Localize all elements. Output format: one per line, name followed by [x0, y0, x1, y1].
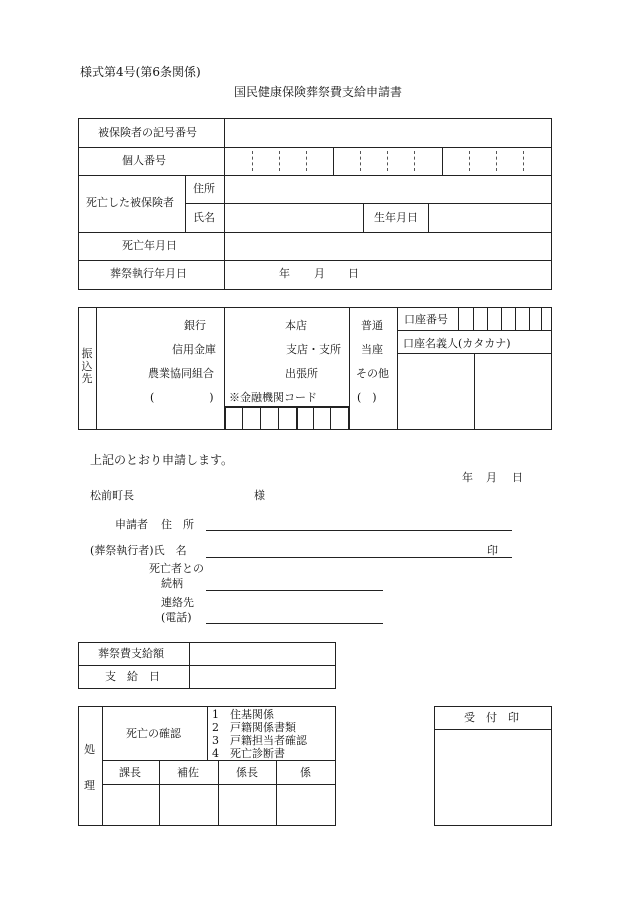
relation-label-line2: 続柄 — [161, 577, 183, 590]
insured-number-label: 被保険者の記号番号 — [98, 126, 197, 139]
processing-side-label-1: 処 — [84, 743, 95, 756]
credit-union-label: 信用金庫 — [172, 343, 216, 356]
applicant-address-line[interactable] — [206, 530, 512, 531]
seal-box-staff[interactable] — [278, 786, 334, 824]
processing-side-label-2: 理 — [84, 779, 95, 792]
birthdate-field[interactable] — [430, 205, 550, 230]
personal-number-label: 個人番号 — [122, 154, 166, 167]
role-section-chief: 課長 — [119, 766, 141, 779]
addressee: 松前町長 — [90, 489, 134, 502]
form-title: 国民健康保険葬祭費支給申請書 — [234, 85, 403, 99]
apply-date-month: 月 — [486, 471, 497, 484]
payment-amount-label: 葬祭費支給額 — [98, 647, 164, 660]
funeral-date-year: 年 — [279, 267, 290, 280]
account-type-normal: 普通 — [361, 319, 383, 332]
deceased-address-field[interactable] — [226, 177, 550, 201]
honorific: 様 — [254, 489, 265, 502]
application-statement: 上記のとおり申請します。 — [90, 453, 234, 467]
apply-date-day: 日 — [512, 471, 523, 484]
check-item-1: 1 住基関係 — [212, 708, 274, 721]
role-assistant: 補佐 — [177, 766, 199, 779]
contact-label: 連絡先 — [161, 596, 194, 609]
form-number: 様式第4号(第6条関係) — [80, 65, 201, 79]
applicant-label: 申請者 — [115, 518, 148, 531]
head-office-label: 本店 — [285, 319, 307, 332]
executor-name-line[interactable] — [206, 557, 512, 558]
account-holder-field-left[interactable] — [399, 355, 472, 428]
account-type-current: 当座 — [361, 343, 383, 356]
phone-label: (電話) — [161, 611, 192, 624]
payment-date-field[interactable] — [191, 667, 334, 687]
institution-paren: ( ) — [150, 391, 214, 404]
deceased-label: 死亡した被保険者 — [86, 196, 174, 209]
transfer-side-label: 振込先 — [81, 347, 93, 386]
applicant-address-label: 住 所 — [161, 518, 194, 531]
branch-label: 支店・支所 — [286, 343, 341, 356]
birthdate-label: 生年月日 — [374, 211, 418, 224]
payment-date-label: 支 給 日 — [105, 670, 160, 683]
seal-mark: 印 — [487, 544, 498, 557]
funeral-date-month: 月 — [314, 267, 325, 280]
address-label: 住所 — [193, 182, 215, 195]
funeral-date-day: 日 — [348, 267, 359, 280]
check-item-4: 4 死亡診断書 — [212, 747, 285, 760]
received-seal-area[interactable] — [436, 731, 550, 824]
account-type-paren: ( ) — [357, 391, 377, 404]
executor-name-label: (葬祭執行者)氏 名 — [90, 544, 187, 557]
seal-box-assistant[interactable] — [161, 786, 217, 824]
funeral-date-label: 葬祭執行年月日 — [110, 267, 187, 280]
check-item-3: 3 戸籍担当者確認 — [212, 734, 307, 747]
agri-coop-label: 農業協同組合 — [148, 367, 214, 380]
received-seal-label: 受 付 印 — [464, 711, 519, 724]
phone-line[interactable] — [206, 623, 383, 624]
relation-line[interactable] — [206, 590, 383, 591]
deceased-name-field[interactable] — [226, 205, 361, 230]
role-staff: 係 — [300, 766, 311, 779]
account-holder-field-right[interactable] — [476, 355, 550, 428]
death-date-field[interactable] — [226, 234, 550, 258]
check-item-2: 2 戸籍関係書類 — [212, 721, 296, 734]
seal-box-subsection-chief[interactable] — [220, 786, 275, 824]
account-number-label: 口座番号 — [404, 313, 448, 326]
institution-code-label: ※金融機関コード — [229, 391, 317, 404]
name-label: 氏名 — [193, 211, 215, 224]
death-confirmation-label: 死亡の確認 — [126, 727, 181, 740]
account-type-other: その他 — [356, 367, 389, 380]
bank-label: 銀行 — [184, 319, 206, 332]
seal-box-section-chief[interactable] — [104, 786, 158, 824]
insured-number-field[interactable] — [226, 120, 550, 145]
role-subsection-chief: 係長 — [236, 766, 258, 779]
relation-label-line1: 死亡者との — [149, 562, 204, 575]
death-date-label: 死亡年月日 — [122, 239, 177, 252]
sub-office-label: 出張所 — [285, 367, 318, 380]
apply-date-year: 年 — [462, 471, 473, 484]
payment-amount-field[interactable] — [191, 644, 334, 664]
account-holder-label: 口座名義人(カタカナ) — [403, 337, 511, 350]
personal-number-field[interactable] — [226, 149, 550, 173]
